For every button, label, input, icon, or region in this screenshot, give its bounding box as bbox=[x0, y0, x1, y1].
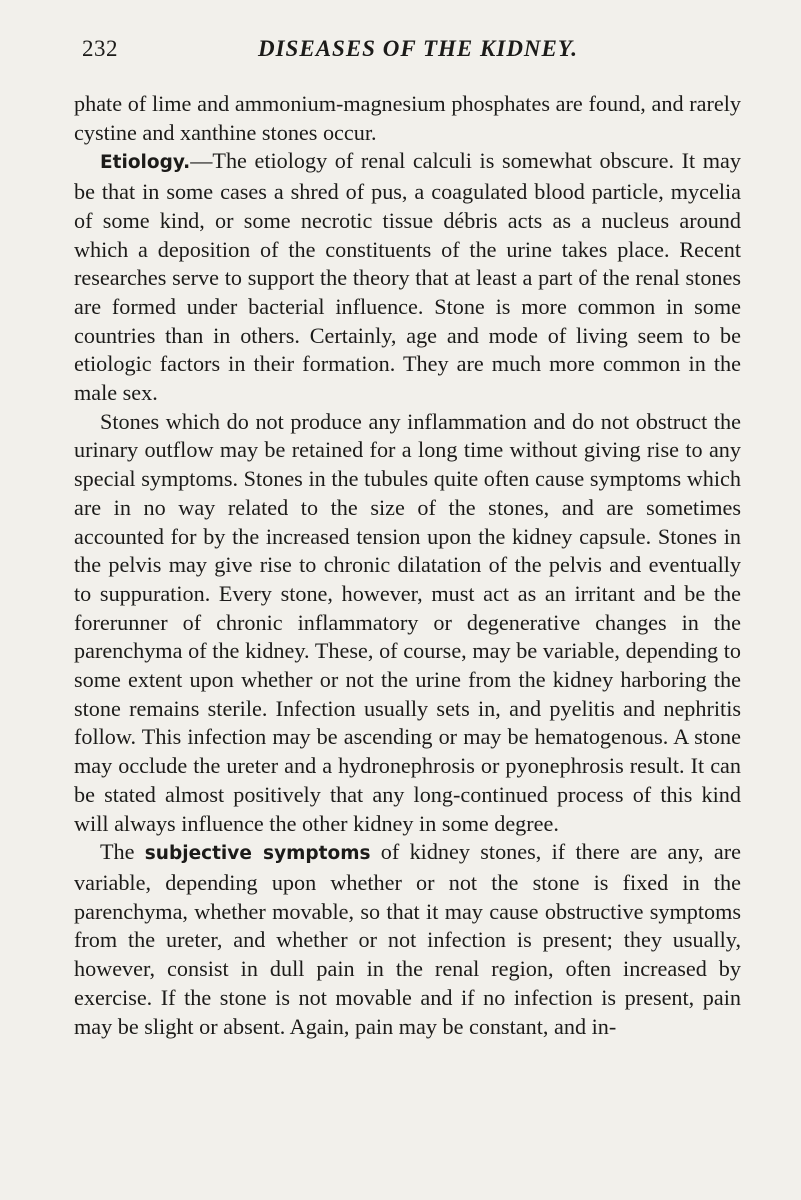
inline-heading-subjective-symptoms: subjective symptoms bbox=[144, 843, 371, 865]
paragraph-text: phate of lime and ammonium-magnesium phosphates are found, and rarely cystine and xanthine stones occur. bbox=[74, 91, 741, 145]
paragraph-text: Stones which do not produce any inflammation and do not obstruct the urinary outflow may be retained for a long time without giving rise to any special symptoms. Stones in the tubules quite often cause symptoms which are in no way related to the size of the stones, and are sometimes accounted for by the increased tension upon the kidney capsule. Stones in the pelvis may give rise to chronic dilatation of the pelvis and eventually to suppuration. Every stone, however, must act as an irritant and be the forerunner of chronic inflammatory or degenerative changes in the parenchyma of the kidney. These, of course, may be variable, depending to some extent upon whether or not the urine from the kidney harboring the stone remains sterile. Infection usually sets in, and pyelitis and nephritis follow. This infection may be ascending or may be hematogenous. A stone may occlude the ureter and a hydronephrosis or pyonephrosis result. It can be stated almost positively that any long-continued process of this kind will always influence the other kidney in some degree. bbox=[74, 408, 741, 836]
paragraph-etiology bbox=[74, 147, 741, 407]
paragraph-subjective-symptoms bbox=[74, 838, 741, 1041]
paragraph-text: of kidney stones, if there are any, are variable, depending upon whether or not the stone is fixed in the parenchyma, whether movable, so that it may cause obstructive symptoms from the ureter, and whether or not infection is present; they usually, however, consist in dull pain in the renal region, often increased by exercise. If the stone is not movable and if no infection is present, pain may be slight or absent. Again, pain may be constant, and in- bbox=[74, 839, 741, 1039]
paragraph-text: —The etiology of renal calculi is somewhat obscure. It may be that in some cases a shred of pus, a coagulated blood particle, mycelia of some kind, or some necrotic tissue débris acts as a nucleus around which a deposition of the constituents of the urine takes place. Recent researches serve to support the theory that at least a part of the renal stones are formed under bacterial influence. Stone is more common in some countries than in others. Certainly, age and mode of living seem to be etiologic factors in their formation. They are much more common in the male sex. bbox=[74, 148, 741, 406]
section-heading-etiology: Etiology. bbox=[100, 152, 191, 174]
running-title: DISEASES OF THE KIDNEY. bbox=[258, 36, 578, 61]
paragraph-continuation bbox=[74, 90, 741, 147]
page-number: 232 bbox=[82, 36, 118, 61]
paragraph-lead-in: The bbox=[100, 839, 145, 865]
running-head bbox=[74, 36, 741, 70]
body-text bbox=[74, 90, 741, 1041]
paragraph-stones bbox=[74, 408, 741, 839]
